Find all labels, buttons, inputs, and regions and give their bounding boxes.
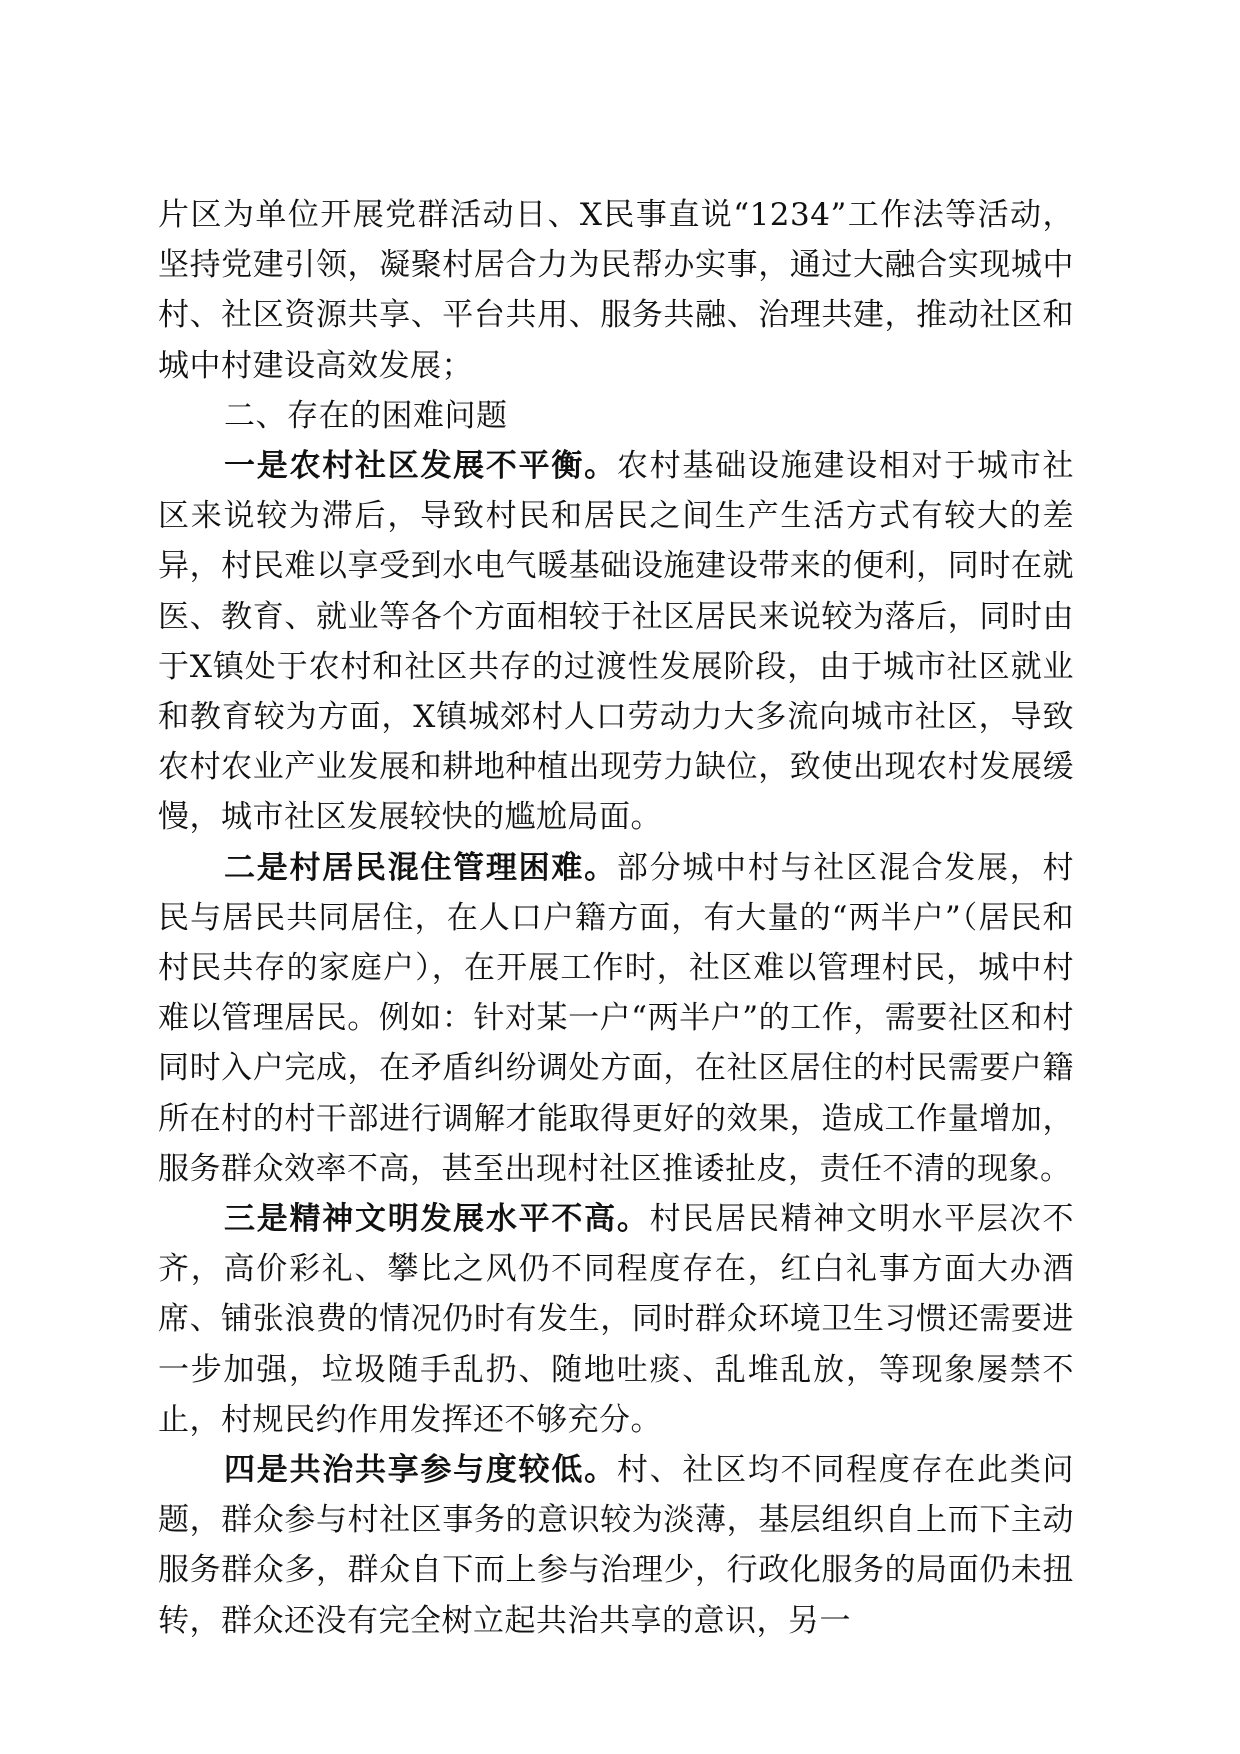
- continuation-paragraph: 片区为单位开展党群活动日、X民事直说“1234”工作法等活动，坚持党建引领，凝聚村居合力为民帮办实事，通过大融合实现城中村、社区资源共享、平台共用、服务共融、治理共建，推动社区和城中村建设高效发展；: [158, 197, 1074, 384]
- problem-paragraph-2: [158, 843, 1074, 1194]
- problem-body-2: 部分城中村与社区混合发展，村民与居民共同居住，在人口户籍方面，有大量的“两半户”（居民和村民共存的家庭户），在开展工作时，社区难以管理村民，城中村难以管理居民。例如：针对某一户“两半户”的工作，需要社区和村同时入户完成，在矛盾纠纷调处方面，在社区居住的村民需要户籍所在村的村干部进行调解才能取得更好的效果，造成工作量增加，服务群众效率不高，甚至出现村社区推诿扯皮，责任不清的现象。: [158, 849, 1075, 1187]
- document-page: [158, 190, 1074, 1646]
- problem-lead-2: 二是村居民混住管理困难。: [224, 849, 617, 886]
- problem-lead-1: 一是农村社区发展不平衡。: [224, 448, 617, 485]
- problem-paragraph-3: [158, 1194, 1074, 1445]
- problem-lead-4: 四是共治共享参与度较低。: [224, 1452, 617, 1489]
- problem-body-1: 农村基础设施建设相对于城市社区来说较为滞后，导致村民和居民之间生产生活方式有较大的差异，村民难以享受到水电气暖基础设施建设带来的便利，同时在就医、教育、就业等各个方面相较于社区居民来说较为落后，同时由于X镇处于农村和社区共存的过渡性发展阶段，由于城市社区就业和教育较为方面，X镇城郊村人口劳动力大多流向城市社区，导致农村农业产业发展和耕地种植出现劳力缺位，致使出现农村发展缓慢，城市社区发展较快的尴尬局面。: [158, 448, 1075, 836]
- problem-paragraph-4: [158, 1445, 1074, 1646]
- problem-body-4: 村、社区均不同程度存在此类问题，群众参与村社区事务的意识较为淡薄，基层组织自上而下主动服务群众多，群众自下而上参与治理少，行政化服务的局面仍未扭转，群众还没有完全树立起共治共享的意识，另一: [158, 1452, 1075, 1639]
- problem-paragraph-1: [158, 441, 1074, 843]
- problem-body-3: 村民居民精神文明水平层次不齐，高价彩礼、攀比之风仍不同程度存在，红白礼事方面大办酒席、铺张浪费的情况仍时有发生，同时群众环境卫生习惯还需要进一步加强，垃圾随手乱扔、随地吐痰、乱堆乱放，等现象屡禁不止，村规民约作用发挥还不够充分。: [158, 1201, 1075, 1438]
- problem-lead-3: 三是精神文明发展水平不高。: [224, 1201, 650, 1238]
- section-heading: 二、存在的困难问题: [224, 397, 508, 434]
